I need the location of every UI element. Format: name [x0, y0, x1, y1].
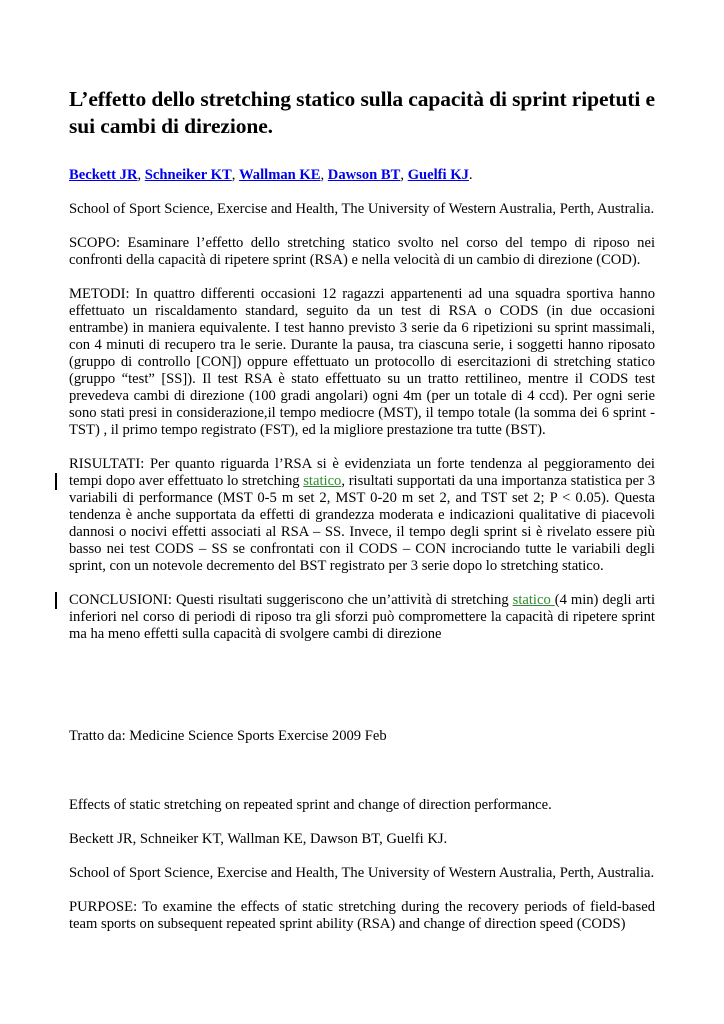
affiliation-italian: School of Sport Science, Exercise and Health, The University of Western Australia, Perth, Australia.: [69, 201, 655, 217]
revision-bar: [55, 592, 57, 609]
author-link[interactable]: Wallman KE: [239, 167, 321, 183]
statico-term: statico: [512, 592, 555, 608]
english-title: Effects of static stretching on repeated sprint and change of direction performance.: [69, 797, 552, 813]
author-list-italian: Beckett JR, Schneiker KT, Wallman KE, Dawson BT, Guelfi KJ.: [69, 167, 473, 183]
conclusioni-text: (4 min) degli arti inferiori nel corso di periodi di riposo tra gli sforzi può compromettere la capacità di ripetere sprint ma ha meno effetti sulla capacità di svolgere cambi di direzione: [69, 592, 656, 642]
document-title: L’effetto dello stretching statico sulla capacità di sprint ripetuti e sui cambi di direzione.: [69, 87, 655, 138]
conclusioni-text: CONCLUSIONI: Questi risultati suggeriscono che un’attività di stretching: [69, 592, 513, 608]
source-line: Tratto da: Medicine Science Sports Exercise 2009 Feb: [69, 728, 387, 744]
author-link[interactable]: Dawson BT: [327, 167, 401, 183]
author-list-english: Beckett JR, Schneiker KT, Wallman KE, Dawson BT, Guelfi KJ.: [69, 831, 448, 847]
risultati-paragraph: [69, 456, 655, 575]
metodi-paragraph: METODI: In quattro differenti occasioni 12 ragazzi appartenenti ad una squadra sportiva hanno effettuato un riscaldamento standard, seguito da un test di RSA o CODS (in due occasioni entrambe) in maniera equivalente. I test hanno previsto 3 serie da 6 ripetizioni su sprint massimali, con 4 minuti di recupero tra le serie. Durante la pausa, tra ciascuna serie, i soggetti hanno riposato (gruppo di controllo [CON]) oppure effettuato un protocollo di esercitazioni di stretching statico (gruppo “test” [SS]). Il test RSA è stato effettuato su un tratto rettilineo, mentre il CODS test prevedeva cambi di direzione (100 gradi angolari) ogni 4m (per un totale di 4 ccd). Per ogni serie sono stati presi in considerazione,il tempo mediocre (MST), il tempo totale (la somma dei 6 sprint - TST) , il primo tempo registrato (FST), ed la migliore prestazione tra tutte (BST).: [69, 286, 655, 438]
conclusioni-paragraph: [69, 592, 655, 643]
statico-term: statico: [303, 473, 342, 489]
blank-space: [69, 660, 655, 728]
author-link[interactable]: Schneiker KT: [144, 167, 232, 183]
affiliation-english: School of Sport Science, Exercise and Health, The University of Western Australia, Perth, Australia.: [69, 865, 655, 881]
author-link[interactable]: Beckett JR: [69, 167, 138, 183]
risultati-text: RISULTATI: Per quanto riguarda l’RSA si è evidenziata un forte tendenza al peggioramento dei tempi dopo aver effettuato lo stretching: [69, 456, 655, 489]
purpose-paragraph: PURPOSE: To examine the effects of static stretching during the recovery periods of field-based team sports on subsequent repeated sprint ability (RSA) and change of direction speed (CODS): [69, 899, 655, 932]
risultati-text: , risultati supportati da una importanza statistica per 3 variabili di performance (MST 0-5 m set 2, MST 0-20 m set 2, and TST set 2; P < 0.05). Questa tendenza è anche supportata da effetti di grandezza moderata e indicazioni qualitative di piacevoli dannosi o nocivi effetti associati al RSA – SS. Invece, il tempo degli sprint si è rivelato essere più basso nei test CODS – SS se confrontati con il CODS – CON incrociando tutte le variabili degli sprint, con un notevole decremento del BST registrato per 3 serie dopo lo stretching statico.: [69, 473, 655, 574]
document-page: [69, 86, 655, 950]
author-link[interactable]: Guelfi KJ: [407, 167, 469, 183]
scopo-paragraph: SCOPO: Esaminare l’effetto dello stretching statico svolto nel corso del tempo di riposo nei confronti della capacità di ripetere sprint (RSA) e nella velocità di un cambio di direzione (COD).: [69, 235, 655, 268]
revision-bar: [55, 473, 57, 490]
blank-space: [69, 762, 655, 797]
